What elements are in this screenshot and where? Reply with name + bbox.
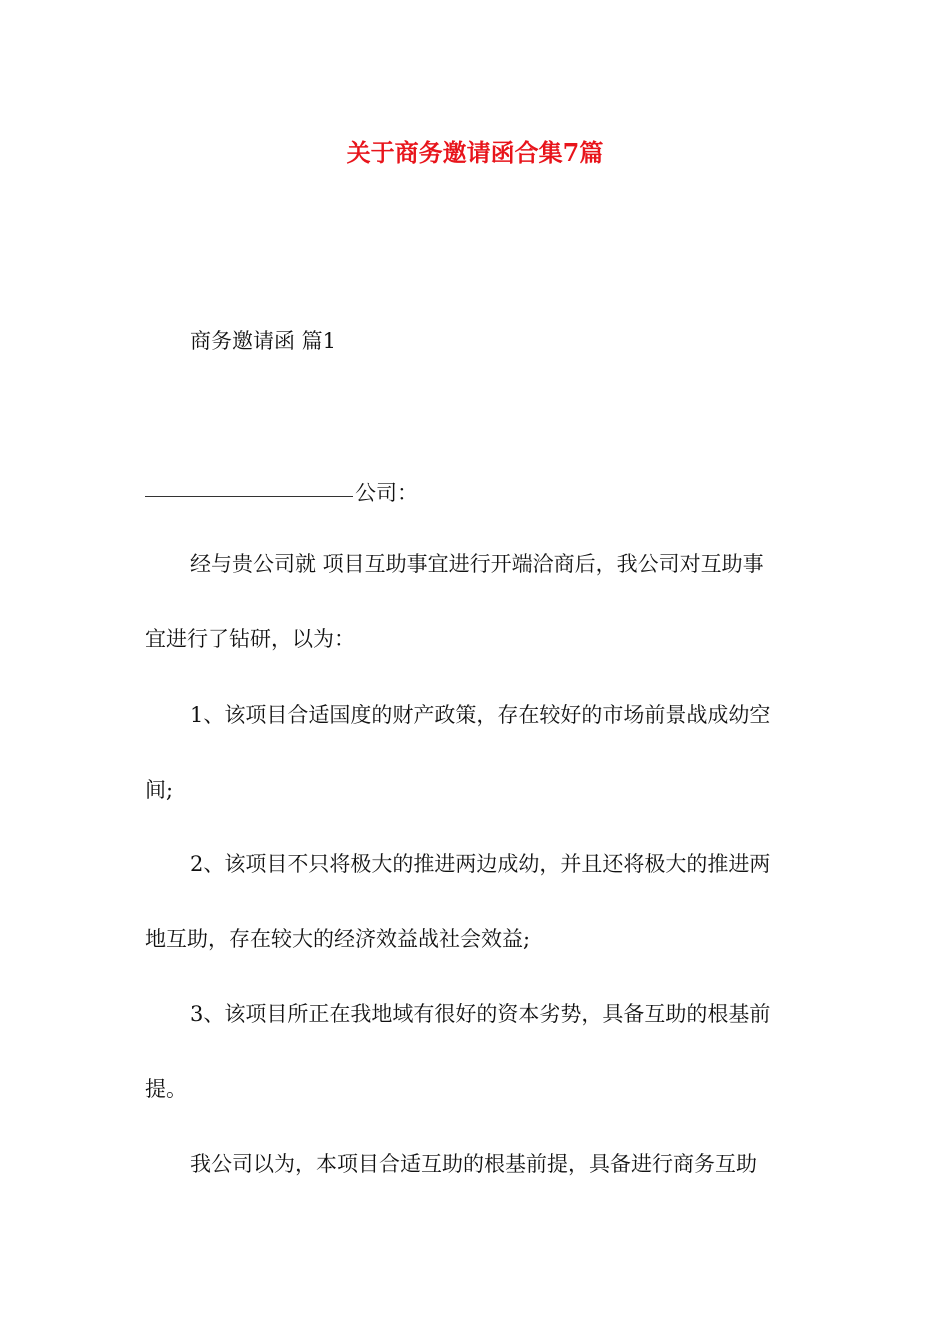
- paragraph-line: 间;: [145, 778, 174, 802]
- fill-in-blank: [145, 474, 353, 497]
- salutation-text: 公司：: [355, 481, 418, 505]
- paragraph-line: 2、该项目不只将极大的推进两边成幼，并且还将极大的推进两: [190, 852, 771, 876]
- document-title: 关于商务邀请函合集7篇: [346, 138, 604, 167]
- paragraph-line: 1、该项目合适国度的财产政策，存在较好的市场前景战成幼空: [190, 703, 771, 727]
- paragraph-line: 经与贵公司就 项目互助事宜进行开端洽商后，我公司对互助事: [190, 552, 764, 576]
- paragraph-line: 我公司以为，本项目合适互助的根基前提，具备进行商务互助: [190, 1152, 757, 1176]
- paragraph-line: 宜进行了钻研，以为：: [145, 627, 355, 651]
- salutation: [145, 474, 418, 512]
- paragraph-line: 3、该项目所正在我地域有很好的资本劣势，具备互助的根基前: [190, 1002, 771, 1026]
- paragraph-line: 提。: [145, 1077, 187, 1101]
- section-heading: 商务邀请函 篇1: [190, 329, 337, 353]
- paragraph-line: 地互助，存在较大的经济效益战社会效益;: [145, 927, 531, 951]
